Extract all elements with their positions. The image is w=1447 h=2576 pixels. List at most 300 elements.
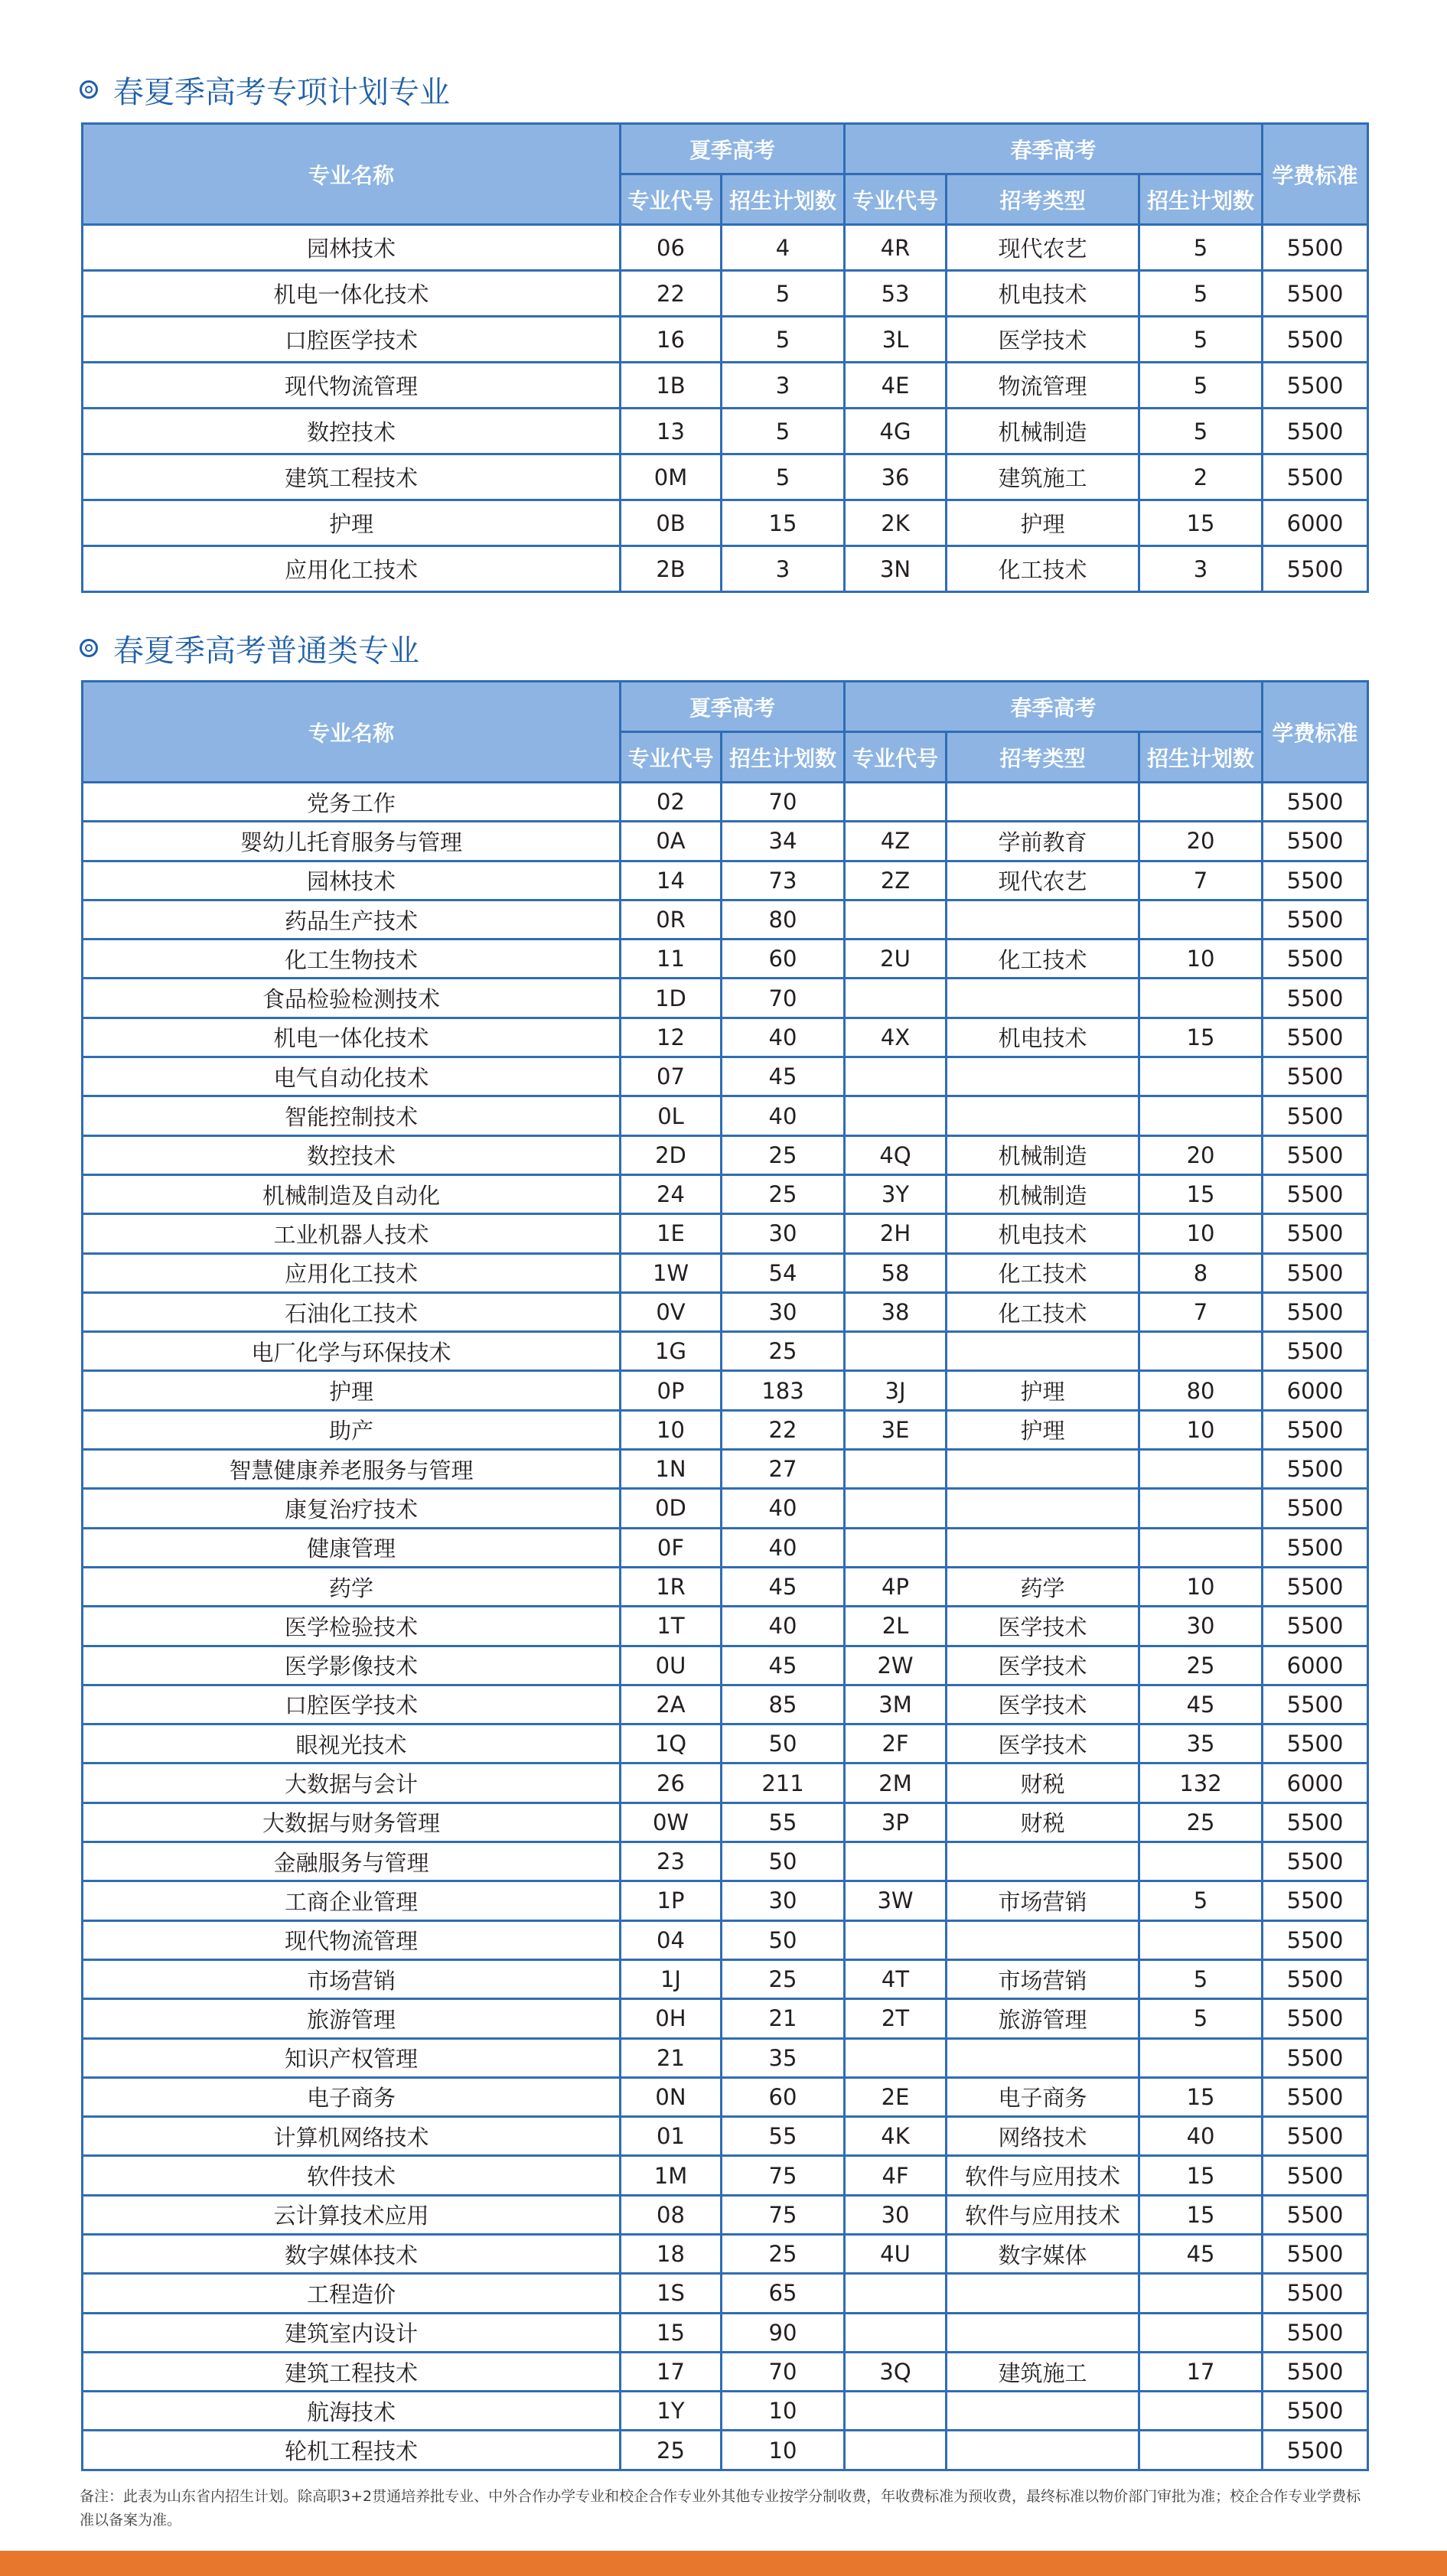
circle-bullet-icon [80, 80, 98, 99]
summer-count-cell: 15 [722, 500, 845, 546]
table-row [83, 1881, 1368, 1920]
tuition-cell: 5500 [1263, 1685, 1368, 1724]
table-row [83, 2156, 1368, 2195]
major-name-cell: 园林技术 [83, 225, 621, 271]
major-name-cell: 应用化工技术 [83, 546, 621, 592]
major-name-cell: 软件技术 [83, 2156, 621, 2195]
spring-count-cell [1139, 1920, 1263, 1959]
spring-type-cell: 市场营销 [947, 1959, 1139, 1998]
summer-count-cell: 30 [722, 1292, 845, 1331]
header-spring-code: 专业代号 [845, 732, 947, 783]
tuition-cell: 5500 [1263, 1018, 1368, 1057]
tuition-cell: 5500 [1263, 1292, 1368, 1331]
major-name-cell: 机电一体化技术 [83, 1018, 621, 1057]
header-summer-code: 专业代号 [621, 174, 722, 225]
spring-count-cell [1139, 1057, 1263, 1096]
summer-code-cell: 0F [621, 1528, 722, 1567]
spring-count-cell [1139, 1450, 1263, 1489]
table-row [83, 1999, 1368, 2038]
major-name-cell: 智能控制技术 [83, 1096, 621, 1135]
summer-count-cell: 25 [722, 1959, 845, 1998]
major-name-cell: 大数据与会计 [83, 1763, 621, 1803]
summer-code-cell: 1J [621, 1959, 722, 1998]
table-row [83, 900, 1368, 939]
spring-count-cell: 15 [1139, 2077, 1263, 2116]
spring-type-cell: 物流管理 [947, 363, 1139, 409]
spring-count-cell: 15 [1139, 500, 1263, 546]
spring-count-cell: 35 [1139, 1724, 1263, 1763]
table-row [83, 2234, 1368, 2273]
spring-count-cell [1139, 1096, 1263, 1135]
footnote: 备注：此表为山东省内招生计划。除高职3+2贯通培养批专业、中外合作办学专业和校企合作专业外其他专业按学分制收费，年收费标准为预收费，最终标准以物价部门审批为准；校企合作专业学费标准以备案为准。 [80, 2488, 1361, 2529]
major-name-cell: 计算机网络技术 [83, 2117, 621, 2156]
table-row [83, 1292, 1368, 1331]
tuition-cell: 5500 [1263, 271, 1368, 317]
header-summer-exam: 夏季高考 [621, 124, 845, 174]
spring-code-cell: 3E [845, 1410, 947, 1449]
table-row [83, 1371, 1368, 1410]
summer-code-cell: 06 [621, 225, 722, 271]
spring-count-cell [1139, 1489, 1263, 1528]
table-row [83, 1842, 1368, 1881]
summer-code-cell: 1Y [621, 2392, 722, 2431]
spring-type-cell: 现代农艺 [947, 861, 1139, 900]
summer-code-cell: 04 [621, 1920, 722, 1959]
spring-count-cell: 25 [1139, 1646, 1263, 1685]
tuition-cell: 5500 [1263, 2117, 1368, 2156]
spring-code-cell: 2Z [845, 861, 947, 900]
spring-type-cell: 旅游管理 [947, 1999, 1139, 2038]
summer-code-cell: 0H [621, 1999, 722, 2038]
summer-count-cell: 10 [722, 2392, 845, 2431]
spring-count-cell: 17 [1139, 2352, 1263, 2391]
spring-count-cell: 80 [1139, 1371, 1263, 1410]
table-row [83, 1567, 1368, 1606]
table-row [83, 1646, 1368, 1685]
summer-code-cell: 01 [621, 2117, 722, 2156]
tuition-cell: 5500 [1263, 317, 1368, 363]
summer-code-cell: 1W [621, 1253, 722, 1292]
tuition-cell: 5500 [1263, 822, 1368, 861]
header-spring-exam: 春季高考 [845, 682, 1263, 732]
summer-code-cell: 07 [621, 1057, 722, 1096]
summer-code-cell: 24 [621, 1174, 722, 1213]
major-name-cell: 药学 [83, 1567, 621, 1606]
major-name-cell: 电厂化学与环保技术 [83, 1332, 621, 1371]
summer-code-cell: 1D [621, 979, 722, 1018]
spring-type-cell: 机械制造 [947, 409, 1139, 454]
table-row [83, 271, 1368, 317]
tuition-cell: 5500 [1263, 1881, 1368, 1920]
general-plan-rows [83, 783, 1368, 2470]
spring-code-cell: 3M [845, 1685, 947, 1724]
table-row [83, 1174, 1368, 1213]
spring-code-cell [845, 2431, 947, 2470]
summer-code-cell: 22 [621, 271, 722, 317]
summer-count-cell: 27 [722, 1450, 845, 1489]
spring-count-cell: 5 [1139, 363, 1263, 409]
summer-code-cell: 1G [621, 1332, 722, 1371]
summer-count-cell: 5 [722, 317, 845, 363]
spring-count-cell [1139, 2274, 1263, 2313]
spring-count-cell: 10 [1139, 1410, 1263, 1449]
table-row [83, 1253, 1368, 1292]
table-row [83, 1135, 1368, 1174]
summer-count-cell: 54 [722, 1253, 845, 1292]
tuition-cell: 5500 [1263, 1567, 1368, 1606]
spring-type-cell [947, 979, 1139, 1018]
spring-type-cell: 机电技术 [947, 1018, 1139, 1057]
table-row [83, 1018, 1368, 1057]
summer-code-cell: 0L [621, 1096, 722, 1135]
summer-code-cell: 0A [621, 822, 722, 861]
spring-type-cell: 药学 [947, 1567, 1139, 1606]
summer-count-cell: 25 [722, 2234, 845, 2273]
summer-count-cell: 3 [722, 363, 845, 409]
tuition-cell: 5500 [1263, 2156, 1368, 2195]
summer-count-cell: 40 [722, 1528, 845, 1567]
summer-count-cell: 22 [722, 1410, 845, 1449]
spring-code-cell: 4P [845, 1567, 947, 1606]
summer-code-cell: 1R [621, 1567, 722, 1606]
major-name-cell: 建筑工程技术 [83, 2352, 621, 2391]
summer-count-cell: 183 [722, 1371, 845, 1410]
spring-code-cell: 4K [845, 2117, 947, 2156]
spring-count-cell [1139, 1332, 1263, 1371]
spring-type-cell: 护理 [947, 500, 1139, 546]
spring-code-cell: 3Q [845, 2352, 947, 2391]
tuition-cell: 5500 [1263, 2234, 1368, 2273]
major-name-cell: 旅游管理 [83, 1999, 621, 2038]
table-row [83, 2195, 1368, 2234]
spring-count-cell: 10 [1139, 1567, 1263, 1606]
major-name-cell: 机械制造及自动化 [83, 1174, 621, 1213]
major-name-cell: 建筑室内设计 [83, 2313, 621, 2352]
summer-code-cell: 1N [621, 1450, 722, 1489]
summer-code-cell: 1B [621, 363, 722, 409]
spring-code-cell [845, 1057, 947, 1096]
summer-code-cell: 0U [621, 1646, 722, 1685]
summer-code-cell: 1S [621, 2274, 722, 2313]
spring-type-cell [947, 1057, 1139, 1096]
spring-type-cell: 建筑施工 [947, 2352, 1139, 2391]
table-row [83, 1959, 1368, 1998]
major-name-cell: 知识产权管理 [83, 2038, 621, 2077]
major-name-cell: 机电一体化技术 [83, 271, 621, 317]
summer-count-cell: 3 [722, 546, 845, 592]
major-name-cell: 数控技术 [83, 1135, 621, 1174]
summer-count-cell: 35 [722, 2038, 845, 2077]
spring-type-cell: 化工技术 [947, 546, 1139, 592]
spring-type-cell: 电子商务 [947, 2077, 1139, 2116]
summer-code-cell: 12 [621, 1018, 722, 1057]
spring-code-cell [845, 2038, 947, 2077]
summer-code-cell: 08 [621, 2195, 722, 2234]
spring-code-cell: 4T [845, 1959, 947, 1998]
summer-count-cell: 75 [722, 2195, 845, 2234]
spring-count-cell [1139, 2038, 1263, 2077]
table-row [83, 409, 1368, 454]
summer-code-cell: 21 [621, 2038, 722, 2077]
summer-count-cell: 40 [722, 1096, 845, 1135]
spring-count-cell: 25 [1139, 1803, 1263, 1842]
spring-count-cell [1139, 2431, 1263, 2470]
tuition-cell: 5500 [1263, 1135, 1368, 1174]
tuition-cell: 6000 [1263, 1646, 1368, 1685]
major-name-cell: 建筑工程技术 [83, 454, 621, 500]
spring-count-cell: 20 [1139, 822, 1263, 861]
summer-code-cell: 0V [621, 1292, 722, 1331]
table-row [83, 2038, 1368, 2077]
major-name-cell: 口腔医学技术 [83, 1685, 621, 1724]
spring-count-cell: 3 [1139, 546, 1263, 592]
major-name-cell: 工程造价 [83, 2274, 621, 2313]
spring-type-cell [947, 900, 1139, 939]
major-name-cell: 护理 [83, 500, 621, 546]
major-name-cell: 石油化工技术 [83, 1292, 621, 1331]
table-row [83, 1803, 1368, 1842]
summer-code-cell: 0N [621, 2077, 722, 2116]
tuition-cell: 5500 [1263, 363, 1368, 409]
tuition-cell: 5500 [1263, 1253, 1368, 1292]
header-major-name: 专业名称 [83, 124, 621, 225]
major-name-cell: 婴幼儿托育服务与管理 [83, 822, 621, 861]
header-major-name: 专业名称 [83, 682, 621, 783]
spring-code-cell: 3P [845, 1803, 947, 1842]
spring-count-cell: 10 [1139, 940, 1263, 979]
summer-code-cell: 26 [621, 1763, 722, 1803]
spring-code-cell: 4G [845, 409, 947, 454]
spring-count-cell: 5 [1139, 1999, 1263, 2038]
summer-count-cell: 4 [722, 225, 845, 271]
spring-count-cell: 7 [1139, 1292, 1263, 1331]
major-name-cell: 党务工作 [83, 783, 621, 822]
spring-code-cell: 36 [845, 454, 947, 500]
tuition-cell: 5500 [1263, 1842, 1368, 1881]
spring-type-cell: 护理 [947, 1371, 1139, 1410]
summer-code-cell: 02 [621, 783, 722, 822]
summer-count-cell: 5 [722, 409, 845, 454]
spring-code-cell: 2L [845, 1607, 947, 1646]
summer-count-cell: 21 [722, 1999, 845, 2038]
tuition-cell: 5500 [1263, 1999, 1368, 2038]
tuition-cell: 5500 [1263, 979, 1368, 1018]
table-row [83, 2431, 1368, 2470]
header-summer-code: 专业代号 [621, 732, 722, 783]
summer-count-cell: 70 [722, 979, 845, 1018]
spring-count-cell: 2 [1139, 454, 1263, 500]
tuition-cell: 5500 [1263, 1332, 1368, 1371]
spring-count-cell: 132 [1139, 1763, 1263, 1803]
tuition-cell: 5500 [1263, 454, 1368, 500]
table-row [83, 1685, 1368, 1724]
spring-type-cell: 化工技术 [947, 940, 1139, 979]
header-tuition: 学费标准 [1263, 682, 1368, 783]
summer-code-cell: 11 [621, 940, 722, 979]
summer-count-cell: 40 [722, 1607, 845, 1646]
summer-code-cell: 2A [621, 1685, 722, 1724]
table-row [83, 1214, 1368, 1253]
spring-code-cell [845, 1489, 947, 1528]
summer-count-cell: 25 [722, 1332, 845, 1371]
summer-code-cell: 2D [621, 1135, 722, 1174]
summer-count-cell: 40 [722, 1018, 845, 1057]
spring-count-cell: 8 [1139, 1253, 1263, 1292]
major-name-cell: 现代物流管理 [83, 1920, 621, 1959]
section-title-text: 春夏季高考专项计划专业 [113, 74, 450, 110]
table-row [83, 2352, 1368, 2391]
table-row [83, 1057, 1368, 1096]
spring-type-cell: 学前教育 [947, 822, 1139, 861]
spring-code-cell: 2U [845, 940, 947, 979]
tuition-cell: 5500 [1263, 2313, 1368, 2352]
tuition-cell: 5500 [1263, 1450, 1368, 1489]
tuition-cell: 5500 [1263, 861, 1368, 900]
spring-code-cell: 4U [845, 2234, 947, 2273]
spring-type-cell: 数字媒体 [947, 2234, 1139, 2273]
table-row [83, 2077, 1368, 2116]
spring-code-cell [845, 979, 947, 1018]
table-row [83, 2392, 1368, 2431]
tuition-cell: 5500 [1263, 1410, 1368, 1449]
major-name-cell: 数控技术 [83, 409, 621, 454]
spring-type-cell [947, 2431, 1139, 2470]
header-spring-code: 专业代号 [845, 174, 947, 225]
spring-code-cell [845, 2392, 947, 2431]
spring-count-cell: 5 [1139, 409, 1263, 454]
spring-type-cell [947, 1920, 1139, 1959]
spring-count-cell: 45 [1139, 1685, 1263, 1724]
special-plan-table [81, 122, 1369, 593]
summer-code-cell: 13 [621, 409, 722, 454]
major-name-cell: 护理 [83, 1371, 621, 1410]
summer-count-cell: 45 [722, 1646, 845, 1685]
summer-count-cell: 75 [722, 2156, 845, 2195]
table-row [83, 1489, 1368, 1528]
spring-type-cell: 财税 [947, 1763, 1139, 1803]
summer-code-cell: 1P [621, 1881, 722, 1920]
spring-count-cell: 5 [1139, 317, 1263, 363]
table-row [83, 783, 1368, 822]
tuition-cell: 5500 [1263, 1724, 1368, 1763]
tuition-cell: 5500 [1263, 546, 1368, 592]
major-name-cell: 眼视光技术 [83, 1724, 621, 1763]
spring-count-cell: 5 [1139, 271, 1263, 317]
spring-code-cell: 2F [845, 1724, 947, 1763]
tuition-cell: 5500 [1263, 225, 1368, 271]
spring-type-cell: 机械制造 [947, 1174, 1139, 1213]
major-name-cell: 电子商务 [83, 2077, 621, 2116]
section-title-general [80, 629, 419, 667]
spring-type-cell [947, 1842, 1139, 1881]
major-name-cell: 现代物流管理 [83, 363, 621, 409]
header-summer-exam: 夏季高考 [621, 682, 845, 732]
spring-code-cell: 3W [845, 1881, 947, 1920]
summer-code-cell: 15 [621, 2313, 722, 2352]
spring-type-cell: 软件与应用技术 [947, 2195, 1139, 2234]
summer-count-cell: 60 [722, 940, 845, 979]
spring-count-cell: 5 [1139, 225, 1263, 271]
spring-type-cell [947, 2313, 1139, 2352]
summer-code-cell: 25 [621, 2431, 722, 2470]
table-row [83, 2274, 1368, 2313]
table-row [83, 546, 1368, 592]
major-name-cell: 医学影像技术 [83, 1646, 621, 1685]
spring-code-cell: 3Y [845, 1174, 947, 1213]
tuition-cell: 5500 [1263, 2274, 1368, 2313]
summer-count-cell: 45 [722, 1057, 845, 1096]
spring-code-cell: 3L [845, 317, 947, 363]
special-plan-rows [83, 225, 1368, 592]
spring-code-cell [845, 2313, 947, 2352]
major-name-cell: 数字媒体技术 [83, 2234, 621, 2273]
spring-code-cell [845, 1842, 947, 1881]
major-name-cell: 药品生产技术 [83, 900, 621, 939]
spring-count-cell: 15 [1139, 2156, 1263, 2195]
major-name-cell: 智慧健康养老服务与管理 [83, 1450, 621, 1489]
spring-type-cell: 软件与应用技术 [947, 2156, 1139, 2195]
major-name-cell: 航海技术 [83, 2392, 621, 2431]
summer-count-cell: 5 [722, 271, 845, 317]
summer-count-cell: 90 [722, 2313, 845, 2352]
spring-type-cell: 机电技术 [947, 1214, 1139, 1253]
spring-count-cell: 15 [1139, 2195, 1263, 2234]
tuition-cell: 5500 [1263, 1803, 1368, 1842]
summer-code-cell: 1T [621, 1607, 722, 1646]
tuition-cell: 5500 [1263, 2352, 1368, 2391]
summer-count-cell: 73 [722, 861, 845, 900]
tuition-cell: 5500 [1263, 1959, 1368, 1998]
major-name-cell: 大数据与财务管理 [83, 1803, 621, 1842]
table-row [83, 500, 1368, 546]
spring-code-cell [845, 2274, 947, 2313]
spring-type-cell [947, 2038, 1139, 2077]
summer-count-cell: 34 [722, 822, 845, 861]
spring-type-cell [947, 1528, 1139, 1567]
spring-count-cell [1139, 783, 1263, 822]
table-row [83, 225, 1368, 271]
spring-code-cell: 4F [845, 2156, 947, 2195]
table-row [83, 979, 1368, 1018]
spring-code-cell: 4X [845, 1018, 947, 1057]
spring-code-cell: 4E [845, 363, 947, 409]
spring-code-cell: 2E [845, 2077, 947, 2116]
summer-count-cell: 40 [722, 1489, 845, 1528]
spring-type-cell: 建筑施工 [947, 454, 1139, 500]
summer-count-cell: 50 [722, 1842, 845, 1881]
spring-type-cell: 医学技术 [947, 317, 1139, 363]
major-name-cell: 医学检验技术 [83, 1607, 621, 1646]
table-row [83, 1096, 1368, 1135]
summer-count-cell: 30 [722, 1881, 845, 1920]
spring-type-cell: 护理 [947, 1410, 1139, 1449]
table-row [83, 2313, 1368, 2352]
spring-type-cell: 化工技术 [947, 1253, 1139, 1292]
spring-type-cell [947, 1489, 1139, 1528]
circle-bullet-icon [80, 639, 98, 657]
header-summer-count: 招生计划数 [722, 732, 845, 783]
summer-code-cell: 16 [621, 317, 722, 363]
spring-code-cell: 53 [845, 271, 947, 317]
table-row [83, 1724, 1368, 1763]
spring-code-cell: 2K [845, 500, 947, 546]
summer-code-cell: 10 [621, 1410, 722, 1449]
summer-count-cell: 30 [722, 1214, 845, 1253]
tuition-cell: 5500 [1263, 940, 1368, 979]
spring-count-cell: 10 [1139, 1214, 1263, 1253]
spring-count-cell: 5 [1139, 1881, 1263, 1920]
summer-count-cell: 60 [722, 2077, 845, 2116]
